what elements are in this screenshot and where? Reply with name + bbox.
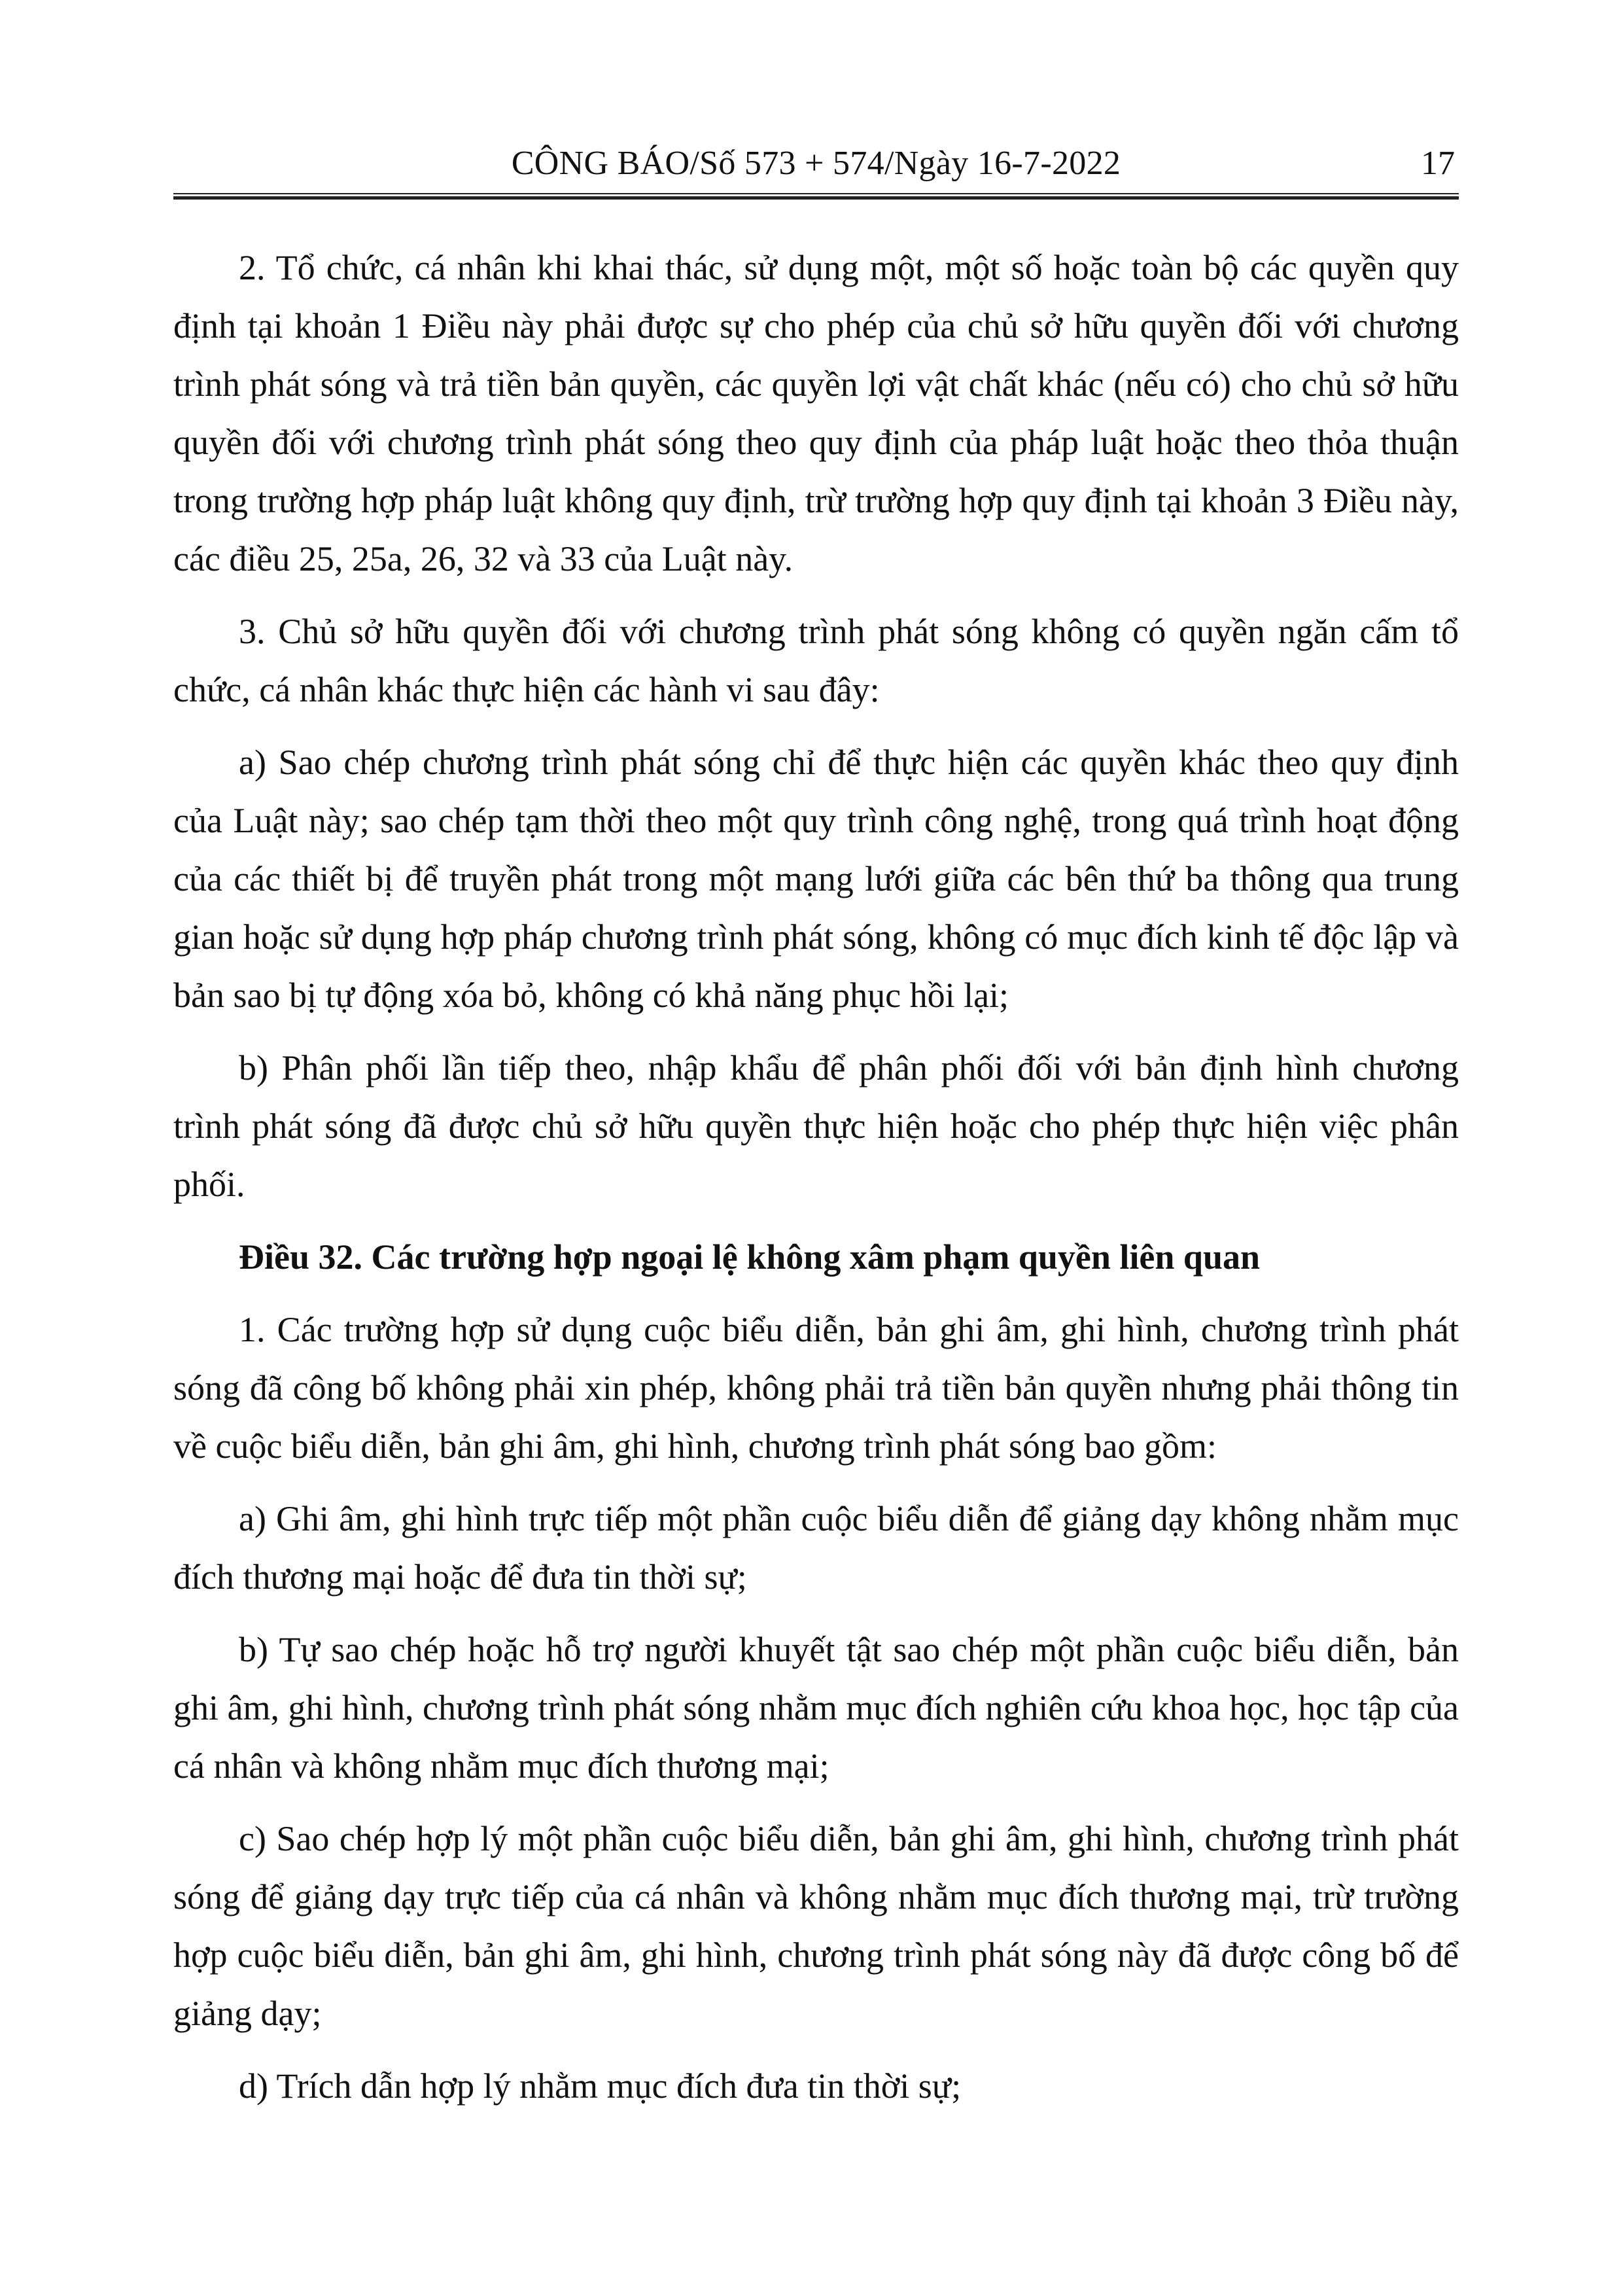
page-number: 17 — [1421, 145, 1455, 182]
article-32-point-a-paragraph: a) Ghi âm, ghi hình trực tiếp một phần cuộc biểu diễn để giảng dạy không nhằm mục đích thương mại hoặc để đưa tin thời sự; — [173, 1499, 1459, 1597]
page-header — [173, 134, 1459, 193]
article-32-point-b-paragraph: b) Tự sao chép hoặc hỗ trợ người khuyết tật sao chép một phần cuộc biểu diễn, bản ghi âm, ghi hình, chương trình phát sóng nhằm mục đích nghiên cứu khoa học, học tập của cá nhân và không nhằm mục đích thương mại; — [173, 1630, 1459, 1786]
document-body — [173, 239, 1459, 2130]
header-double-rule — [173, 193, 1459, 200]
clause-3-paragraph: 3. Chủ sở hữu quyền đối với chương trình phát sóng không có quyền ngăn cấm tổ chức, cá nhân khác thực hiện các hành vi sau đây: — [173, 612, 1459, 709]
point-a-paragraph: a) Sao chép chương trình phát sóng chỉ để thực hiện các quyền khác theo quy định của Luật này; sao chép tạm thời theo một quy trình công nghệ, trong quá trình hoạt động của các thiết bị để truyền phát trong một mạng lưới giữa các bên thứ ba thông qua trung gian hoặc sử dụng hợp pháp chương trình phát sóng, không có mục đích kinh tế độc lập và bản sao bị tự động xóa bỏ, không có khả năng phục hồi lại; — [173, 743, 1459, 1015]
article-32-clause-1-paragraph: 1. Các trường hợp sử dụng cuộc biểu diễn, bản ghi âm, ghi hình, chương trình phát sóng đã công bố không phải xin phép, không phải trả tiền bản quyền nhưng phải thông tin về cuộc biểu diễn, bản ghi âm, ghi hình, chương trình phát sóng bao gồm: — [173, 1310, 1459, 1466]
article-32-point-d-paragraph: d) Trích dẫn hợp lý nhằm mục đích đưa tin thời sự; — [239, 2066, 962, 2106]
point-b-paragraph: b) Phân phối lần tiếp theo, nhập khẩu để phân phối đối với bản định hình chương trình phát sóng đã được chủ sở hữu quyền thực hiện hoặc cho phép thực hiện việc phân phối. — [173, 1048, 1459, 1204]
clause-2-paragraph: 2. Tổ chức, cá nhân khi khai thác, sử dụng một, một số hoặc toàn bộ các quyền quy định tại khoản 1 Điều này phải được sự cho phép của chủ sở hữu quyền đối với chương trình phát sóng và trả tiền bản quyền, các quyền lợi vật chất khác (nếu có) cho chủ sở hữu quyền đối với chương trình phát sóng theo quy định của pháp luật hoặc theo thỏa thuận trong trường hợp pháp luật không quy định, trừ trường hợp quy định tại khoản 3 Điều này, các điều 25, 25a, 26, 32 và 33 của Luật này. — [173, 248, 1459, 578]
article-32-point-c-paragraph: c) Sao chép hợp lý một phần cuộc biểu diễn, bản ghi âm, ghi hình, chương trình phát sóng để giảng dạy trực tiếp của cá nhân và không nhằm mục đích thương mại, trừ trường hợp cuộc biểu diễn, bản ghi âm, ghi hình, chương trình phát sóng này đã được công bố để giảng dạy; — [173, 1819, 1459, 2033]
gazette-header-title: CÔNG BÁO/Số 573 + 574/Ngày 16-7-2022 — [511, 145, 1121, 182]
article-32-heading: Điều 32. Các trường hợp ngoại lệ không xâm phạm quyền liên quan — [239, 1237, 1261, 1277]
